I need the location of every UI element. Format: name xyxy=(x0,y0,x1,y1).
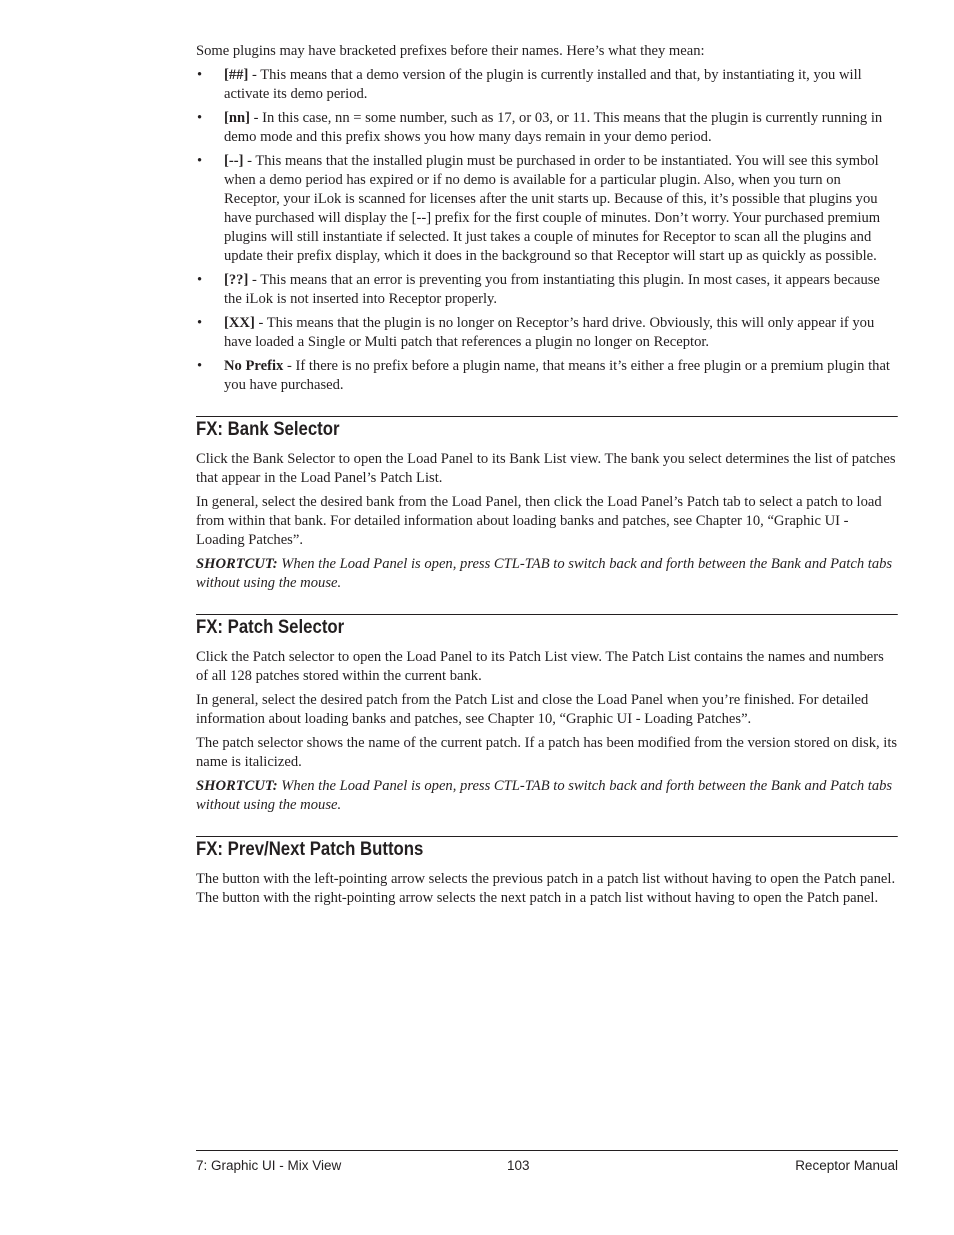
list-item xyxy=(196,66,898,104)
section-heading: FX: Patch Selector xyxy=(196,614,898,638)
list-item xyxy=(196,314,898,352)
paragraph: Click the Bank Selector to open the Load Panel to its Bank List view. The bank you select determines the list of patches that appear in the Load Panel’s Patch List. xyxy=(196,451,896,486)
shortcut-note xyxy=(196,555,898,593)
list-item xyxy=(196,357,898,395)
prefix-term: [nn] xyxy=(224,110,250,126)
footer-chapter: 7: Graphic UI - Mix View xyxy=(196,1158,342,1173)
prefix-desc: - This means that an error is preventing you from instantiating this plugin. In most cases, it appears because the iLok is not inserted into Receptor properly. xyxy=(224,272,880,307)
intro-paragraph: Some plugins may have bracketed prefixes before their names. Here’s what they mean: xyxy=(196,43,705,59)
paragraph: The button with the left-pointing arrow selects the previous patch in a patch list without having to open the Patch panel. The button with the right-pointing arrow selects the next patch in a patch list without having to open the Patch panel. xyxy=(196,871,896,906)
prefix-desc: - This means that a demo version of the plugin is currently installed and that, by instantiating it, you will activate its demo period. xyxy=(224,67,862,102)
list-item xyxy=(196,271,898,309)
paragraph: In general, select the desired patch from the Patch List and close the Load Panel when you’re finished. For detailed information about loading banks and patches, see Chapter 10, “Graphic UI - Loading Patches”. xyxy=(196,692,869,727)
shortcut-label: SHORTCUT: xyxy=(196,778,278,794)
prefix-desc: - If there is no prefix before a plugin name, that means it’s either a free plugin or a premium plugin that you have purchased. xyxy=(224,358,890,393)
paragraph: In general, select the desired bank from the Load Panel, then click the Load Panel’s Patch tab to select a patch to load from within that bank. For detailed information about loading banks and patches, see Chapter 10, “Graphic UI - Loading Patches”. xyxy=(196,494,882,548)
prefix-term: [--] xyxy=(224,153,244,169)
prefix-desc: - This means that the plugin is no longer on Receptor’s hard drive. Obviously, this will only appear if you have loaded a Single or Multi patch that references a plugin no longer on Receptor. xyxy=(224,315,875,350)
paragraph: Click the Patch selector to open the Load Panel to its Patch List view. The Patch List contains the names and numbers of all 128 patches stored within the current bank. xyxy=(196,649,884,684)
shortcut-text: When the Load Panel is open, press CTL-TAB to switch back and forth between the Bank and Patch tabs without using the mouse. xyxy=(196,556,893,591)
prefix-term: [XX] xyxy=(224,315,255,331)
prefix-desc: - In this case, nn = some number, such as 17, or 03, or 11. This means that the plugin is currently running in demo mode and this prefix shows you how many days remain in your demo period. xyxy=(224,110,883,145)
prefix-desc: - This means that the installed plugin must be purchased in order to be instantiated. You will see this symbol when a demo period has expired or if no demo is available for a particular plugin. Also, when you turn on Receptor, your iLok is scanned for licenses after the unit starts up. Because of this, it’s possible that plugins you have purchased will display the [--] prefix for the first couple of minutes. Don’t worry. Your purchased premium plugins will still instantiate if selected. It just takes a couple of minutes for Receptor to scan all the plugins and update their prefix display, which it does in the background so that Receptor will start up as quickly as possible. xyxy=(224,153,881,264)
section-heading: FX: Bank Selector xyxy=(196,416,898,440)
footer-manual-title: Receptor Manual xyxy=(795,1158,898,1173)
list-item xyxy=(196,152,898,266)
page-body xyxy=(196,42,898,913)
page-number: 103 xyxy=(507,1158,530,1173)
bank-selector-section xyxy=(196,416,898,593)
section-heading: FX: Prev/Next Patch Buttons xyxy=(196,836,898,860)
patch-selector-section xyxy=(196,614,898,815)
shortcut-label: SHORTCUT: xyxy=(196,556,278,572)
prev-next-section xyxy=(196,836,898,908)
prefix-term: No Prefix xyxy=(224,358,284,374)
prefix-term: [##] xyxy=(224,67,249,83)
prefix-list xyxy=(196,66,898,395)
shortcut-note xyxy=(196,777,898,815)
shortcut-text: When the Load Panel is open, press CTL-TAB to switch back and forth between the Bank and Patch tabs without using the mouse. xyxy=(196,778,893,813)
prefix-term: [??] xyxy=(224,272,249,288)
list-item xyxy=(196,109,898,147)
page-footer xyxy=(196,1150,898,1173)
paragraph: The patch selector shows the name of the current patch. If a patch has been modified from the version stored on disk, its name is italicized. xyxy=(196,735,898,770)
